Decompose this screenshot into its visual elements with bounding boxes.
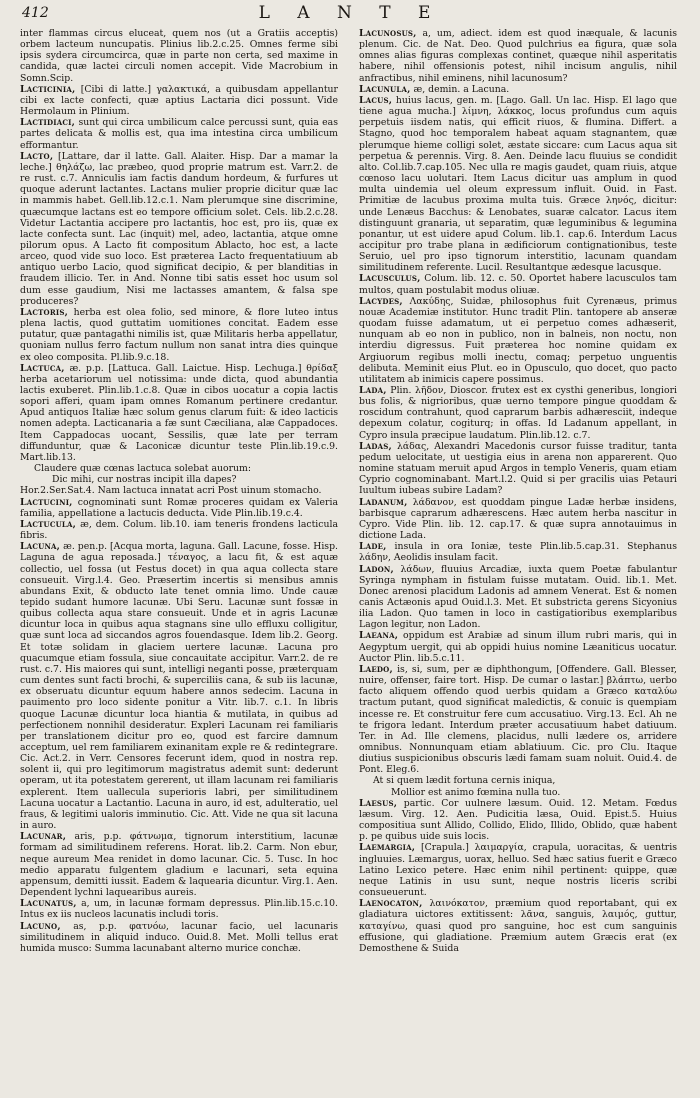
entry-text: Hor.2.Ser.Sat.4. Nam lactuca innatat acri Post uinum stomacho. bbox=[20, 485, 322, 497]
dictionary-entry bbox=[359, 898, 677, 954]
dictionary-entry bbox=[359, 84, 677, 95]
entry-text: æ. pen.p. [Acqua morta, laguna. Gall. Lacune, fosse. Hisp. Laguna de agua reposada.] τέναγος, a lacu fit, & est aquæ collectio, uel fossa (ut Festus docet) in qua aqua collecta stare consueuit. Virg.l.4. Geo. Præsertim incertis si mensibus amnis abundans Exit, & obducto late tenet omnia limo. Unde cauæ tepido sudant humore lacunæ. Ubi Seru. Lacunæ sunt fossæ in quibus collecta aqua stare consueuit. Unde et in agris Lacunæ dicuntur loca in quibus aqua stagnans sine ullo effluxu colligitur, quæ sunt loca ad siccandos agros fouendasque. Idem lib.2. Georg. Et totæ solidam in glaciem uertere lacunæ. Lacuna pro quacumque etiam fossula, siue concauitate accipitur. Varr.2. de re rust. c.7. His maiores qui sunt, intelligi neganti posse, præterquam cum dentes sunt facti brochi, & superciliis cana, & sub iis lacunæ, ex obseruatu dicuntur equum habere annos sedecim. Lacuna in pauimento pro loco sidente ponitur a Vitr. lib.7. c.1. In libris quoque Lacunæ dicuntur loca hiantia & mutilata, in quibus ad perfectionem nonnihil desideratur. Expleri Lacunam rei familiaris per translationem dicitur pro eo, quod est farcire damnum acceptum, uel rem familiarem exinanitam exple re & redintegrare. Cic. Act.2. in Verr. Censores fecerunt idem, quod in nostra rep. solent ii, qui pro legitimorum magistratus ademit sunt: dederunt operam, ut ita potestatem gererent, ut illam lacunam rei familiaris explerent. Item uallecula superioris labri, per similitudinem Lacuna uocatur a Lactantio. Lacuna in auro, id est, adulteratio, uel fraus, & legitimi ualoris imminutio. Cic. Att. Vide ne qua sit lacuna in auro. bbox=[20, 541, 338, 832]
entry-headword: Lacunar, bbox=[20, 831, 67, 843]
entry-headword: Lada, bbox=[359, 385, 387, 396]
dictionary-entry bbox=[359, 497, 677, 542]
verse-line: Claudere quæ cœnas lactuca solebat auorum: bbox=[34, 463, 251, 475]
entry-headword: Laenocaton, bbox=[359, 898, 423, 910]
entry-text: λάδανον, est quoddam pingue Ladæ herbæ insidens, barbisque caprarum adhærescens. Hæc autem herba nascitur in Cypro. Vide Plin. lib. 12. cap.17. & quæ supra annotauimus in dictione Lada. bbox=[359, 496, 677, 542]
entry-text: æ, demin. a Lacuna. bbox=[410, 83, 510, 95]
entry-text: a, um, adiect. idem est quod inæquale, & lacunis plenum. Cic. de Nat. Deo. Quod pulchrius ea figura, quæ sola omnes alias figuras complexas continet, quæque nihil asperitatis habere, nihil offensionis potest, nihil incisum angulis, nihil anfractibus, nihil eminens, nihil lacunosum? bbox=[359, 28, 677, 84]
verse-line: At si quem lædit fortuna cernis iniqua, bbox=[373, 775, 556, 787]
entry-text: λάδας, Alexandri Macedonis cursor fuisse traditur, tanta pedum uelocitate, ut uestigia eius in arena non apparerent. Quo nomine statuam meruit apud Argos in templo Veneris, quam etiam Cyprio cognominabant. Mart.l.2. Quid si per gracilis uias Petauri Iuultum iubeas subire Ladam? bbox=[359, 440, 677, 497]
page-number: 412 bbox=[22, 5, 49, 21]
entry-text: partic. Cor uulnere læsum. Ouid. 12. Metam. Fœdus læsum. Virg. 12. Aen. Pudicitia læsa, Ouid. Epist.5. Huius compositiua sunt Allido, Collido, Elido, Illido, Oblido, quæ habent p. pe quibus uide suis locis. bbox=[359, 797, 677, 843]
entry-headword: Lacuna, bbox=[20, 541, 61, 553]
dictionary-entry bbox=[20, 831, 338, 898]
entry-text: huius lacus, gen. m. [Lago. Gall. Un lac. Hisp. El lago que tiene agua mucha.] λίμνη, λάκκος, locus profundus cum aquis perpetuis iisdem natis, qui efficit riuos, & flumina. Differt. a Stagno, quod hoc temporalem habeat aquam stagnantem, quæ plerumque hieme colligi solet, æstate siccare: cum Lacus aqua sit perpetua & perennis. Virg. 8. Aen. Deinde lacu fluuius se condidit alto. Col.lib.7.cap.105. Nec ulla re magis gaudet, quam riuis, atque cœnoso lacu uolutari. Item Lacus dicitur uas amplum in quod multa uindemia uel oleum expressum influit. Ouid. in Fast. Primitiæ de lacubus proxima multa tuis. Græce ληνός, dicitur: unde Lenæus Bacchus: & Lenobates, suaræ calcator. Lacus item distinguunt granaria, ut separatim, quæ leguminibus & legumina ponantur, ut est uidere apud Colum. lib.1. cap.6. Interdum Lacus accipitur pro trabe plana in ædificiorum contignationibus, teste Seruio, uel pro ipso tignorum interstitio, lacunam quandam similitudinem referente. Lucil. Resultantque ædesque lacusque. bbox=[359, 94, 677, 274]
entry-headword: Lactoris, bbox=[20, 306, 69, 318]
dictionary-entry bbox=[20, 307, 338, 363]
entry-headword: Laedo, bbox=[359, 663, 393, 675]
verse-line: Mollior est animo fœmina nulla tuo. bbox=[391, 786, 561, 798]
entry-headword: Lacydes, bbox=[359, 295, 403, 307]
dictionary-entry bbox=[359, 842, 677, 898]
entry-text: herba est olea folio, sed minore, & flore luteo intus plena lactis, quod guttatim uomitiones concitat. Eadem esse putatur, quæ pantagathi nimilis ist, quæ Militaris herba appellatur, quoniam nullus ferro factum nullum non sanat intra dies quinque ex oleo composita. Pl.lib.9.c.18. bbox=[20, 306, 338, 363]
entry-headword: Ladas, bbox=[359, 440, 392, 452]
verse-line: Dic mihi, cur nostras incipit illa dapes? bbox=[52, 474, 237, 486]
entry-text: [Lattare, dar il latte. Gall. Alaiter. Hisp. Dar a mamar la leche.] θηλάζω, lac præbeo, quod proprie matrum est. Varr.2. de re rust. c.7. Anniculis iam factis dandum hordeum, & furfures ut quoque aderunt lactantes. Lactans mulier proprie dicitur quæ lac in mammis habet. Gell.lib.12.c.1. Nam plerumque sine discrimine, quæcumque lactans est eo tempore officium solet. Cels. lib.2.c.28. Videtur Lactantia accipere pro lactantis, hoc est, pro iis, quæ ex lacte confecta sunt. Lac (inquit) mel, adeo, lactantia, atque omne pilorum opus. A Lacto fit compositum Ablacto, hoc est, a lacte arceo, quod vide suo loco. Est præterea Lacto frequentatiuum ab antiquo uerbo Lacio, quod significat decipio, & per blanditias in fraudem illicio. Ter. in And. Nonne tibi satis esset hoc usum sol dum esse gaudium, Nisi me lactasses amantem, & falsa spe produceres? bbox=[20, 150, 338, 307]
entry-headword: Lacunosus, bbox=[359, 28, 417, 39]
entry-text: aris, p.p. φάτνωμα, tignorum interstitium, lacunæ formam ad similitudinem referens. Horat. lib.2. Carm. Non ebur, neque aureum Mea renidet in domo lacunar. Cic. 5. Tusc. In hoc medio apparatu fulgentem gladium e lacunari, seta equina appensum, demitti iussit. Eadem & laquearia dicuntur. Virg.1. Aen. Dependent lychni laquearibus aureis. bbox=[20, 831, 338, 899]
entry-text: λαινόκατον, præmium quod reportabant, qui ex gladiatura uictores extitissent: λᾶνα, sanguis, λαιμός, guttur, καταγίνω, quasi quod pro sanguine, hoc est cum sanguinis effusione, qui gladiatione. Præmium autem Græcis erat (ex Demosthene & Suida bbox=[359, 898, 677, 954]
dictionary-entry bbox=[20, 28, 338, 84]
entry-headword: Lacus, bbox=[359, 94, 393, 106]
dictionary-entry bbox=[359, 541, 677, 563]
dictionary-entry bbox=[20, 363, 338, 463]
entry-text: λάδων, fluuius Arcadiæ, iuxta quem Poetæ fabulantur Syringa nympham in fistulam fuisse mutatam. Ouid. lib.1. Met. Donec arenosi placidum Ladonis ad amnem Venerat. Est & nomen canis Actæonis apud Ouid.l.3. Met. Et substricta gerens Sicyonius ilia Ladon. Quo tamen in loco in castigatioribus exemplaribus Lagon legitur, non Ladon. bbox=[359, 563, 677, 631]
dictionary-entry bbox=[359, 273, 677, 295]
entry-headword: Lacunatus, bbox=[20, 898, 77, 910]
page-header bbox=[0, 3, 700, 25]
entry-headword: Laemargia, bbox=[359, 842, 416, 854]
entry-headword: Lacticinia, bbox=[20, 83, 76, 95]
entry-headword: Lactucula, bbox=[20, 518, 77, 530]
entry-text: [Cibi di latte.] γαλακτικά, a quibusdam appellantur cibi ex lacte confecti, quæ aptius Lactaria dici possunt. Vide Hermolaum in Plinium. bbox=[20, 83, 338, 118]
dictionary-entry bbox=[20, 541, 338, 831]
entry-headword: Lacusculus, bbox=[359, 273, 421, 285]
dictionary-entry bbox=[20, 84, 338, 117]
dictionary-entry bbox=[20, 485, 338, 496]
entry-headword: Lactuca, bbox=[20, 362, 65, 374]
dictionary-entry bbox=[20, 151, 338, 307]
entry-headword: Ladanum, bbox=[359, 496, 408, 508]
entry-text: as, p.p. φατνόω, lacunar facio, uel lacunaris similitudinem in aliquid induco. Ouid.8. Met. Molli tellus erat humida musco: Summa lacunabant alterno murice conchæ. bbox=[20, 920, 338, 954]
entry-headword: Lactucini, bbox=[20, 496, 73, 508]
entry-headword: Lade, bbox=[359, 541, 387, 553]
dictionary-entry bbox=[20, 117, 338, 150]
entry-text: [Crapula.] λαιμαργία, crapula, uoracitas, & uentris ingluuies. Læmargus, uorax, helluo. Sed hæc satius fuerit e Græco Latino Lexico petere. Hæc enim nihil pertinent: quippe, quæ neque Latinis in usu sunt, neque nostris liceris scribi consueuerunt. bbox=[359, 842, 677, 899]
dictionary-entry bbox=[20, 898, 338, 920]
entry-headword: Lacunula, bbox=[359, 83, 411, 95]
dictionary-entry bbox=[20, 519, 338, 541]
entry-text: Plin. λῆδον, Dioscor. frutex est ex cysthi generibus, longiori bus folis, & nigrioribus, quæ uerno tempore pingue quoddam & roscidum contrahunt, quod caprarum barbis adhæresciit, indeque depexum colatur, cogiturq; in offas. Id Ladanum appellant, in Cypro insula præcipue laudatum. Plin.lib.12. c.7. bbox=[359, 385, 677, 441]
entry-text: æ. p.p. [Lattuca. Gall. Laictue. Hisp. Lechuga.] θρίδαξ herba acetariorum uel notissima: unde dicta, quod abundantia lactis exuberet. Plin.lib.1.c.8. Quæ in cibos uocatur a copia lactis sopori afferi, quam ipam omnes Romanum pertinere credantur. Apud antiquos Italiæ hæc solum genus clarum fuit: & ideo lacticis nomen adepta. Lacticanaria a fæ sunt Cæciliana, alæ Cappadoces. Item Cappadocas uocant, Sessilis, quæ late per terram diffunduntur, quæ & Laconicæ dicuntur teste Plin.lib.19.c.9. Mart.lib.13. bbox=[20, 362, 338, 463]
entry-text: æ, dem. Colum. lib.10. iam teneris frondens lacticula fibris. bbox=[20, 518, 338, 542]
running-title: L A N T E bbox=[258, 3, 442, 23]
entry-headword: Lacto, bbox=[20, 150, 54, 162]
dictionary-entry bbox=[359, 28, 677, 84]
dictionary-entry bbox=[20, 921, 338, 954]
entry-headword: Laesus, bbox=[359, 797, 398, 809]
dictionary-entry bbox=[359, 296, 677, 385]
right-column bbox=[359, 28, 677, 1090]
dictionary-entry bbox=[20, 497, 338, 519]
entry-headword: Laeana, bbox=[359, 630, 399, 642]
entry-text: insula in ora Ioniæ, teste Plin.lib.5.cap.31. Stephanus λάδην, Aeolidis insulam facit. bbox=[359, 541, 677, 564]
entry-text: Λακύδης, Suidæ, philosophus fuit Cyrenæus, primus nouæ Academiæ institutor. Hunc tradit Plin. tantopere ab anseræ quodam fuisse adamatum, ut ei perpetuo comes adhæserit, nunquam ab eo non in publico, non in balneis, non noctu, non interdiu digressus. Fuit præterea hoc nomine quidam ex Argiuorum regibus molli inectu, comaq; perpetuo unguentis delibuta. Meminit eius Plut. eo in Opusculo, quo docet, quo pacto utilitatem ab inimicis capere possimus. bbox=[359, 295, 677, 385]
dictionary-entry bbox=[359, 441, 677, 497]
entry-headword: Ladon, bbox=[359, 563, 394, 575]
entry-text: Colum. lib. 12. c. 50. Oportet habere lacusculos tam multos, quam postulabit modus oliuæ. bbox=[359, 273, 677, 296]
entry-text: a, um, in lacunæ formam depressus. Plin.lib.15.c.10. Intus ex iis nucleos lacunatis includi toris. bbox=[20, 898, 338, 921]
entry-text: sunt qui circa umbilicum calce percussi sunt, quia eas partes delicata & mollis est, qua ima intestina circa umbilicum efformantur. bbox=[20, 117, 338, 151]
dictionary-entry bbox=[359, 95, 677, 274]
dictionary-entry bbox=[359, 798, 677, 843]
entry-headword: Lactidiaci, bbox=[20, 117, 76, 129]
dictionary-entry bbox=[359, 630, 677, 663]
dictionary-entry bbox=[359, 564, 677, 631]
entry-text: inter flammas circus eluceat, quem nos (ut a Gratiis acceptis) orbem lacteum nuncupatis. Plinius lib.2.c.25. Omnes ferme sibi ipsis sydera circumcirca, quæ in parte non certa, sed maxime in candida, quæ lactei circuli nomen accepit. Vide Macrobium in Somn.Scip. bbox=[20, 28, 338, 84]
dictionary-entry bbox=[359, 385, 677, 441]
entry-headword: Lacuno, bbox=[20, 920, 61, 932]
entry-text: cognominati sunt Romæ proceres quidam ex Valeria familia, appellatione a lactucis deducta. Vide Plin.lib.19.c.4. bbox=[20, 496, 338, 519]
dictionary-entry bbox=[359, 664, 677, 776]
entry-text: oppidum est Arabiæ ad sinum illum rubri maris, qui in Aegyptum uergit, qui ab oppidi huius nomine Læaniticus uocatur. Auctor Plin. lib.5.c.11. bbox=[359, 630, 677, 664]
left-column bbox=[20, 28, 338, 1090]
entry-text: is, si, sum, per æ diphthongum, [Offendere. Gall. Blesser, nuire, offenser, faire tort. Hisp. De cumar o lastar.] βλάπτω, uerbo facto aliquem offendo quod uerbis quidam a Græco καταλύω tractum putant, quod significat maledictis, & conuic is quempiam incesse re. Et construitur fere cum accusatiuo. Virg.13. Ecl. Ah ne te frigora ledant. Interdum præter accusatiuum habet datiuum. Ter. in Ad. Ille clemens, placidus, nulli lædere os, arridere omnibus. Nonnunquam etiam ablatiuum. Cic. pro Clu. Itaque diutius suspicionibus obscuris lædi famam suam noluit. Ouid.4. de Pont. Eleg.6. bbox=[359, 663, 677, 776]
